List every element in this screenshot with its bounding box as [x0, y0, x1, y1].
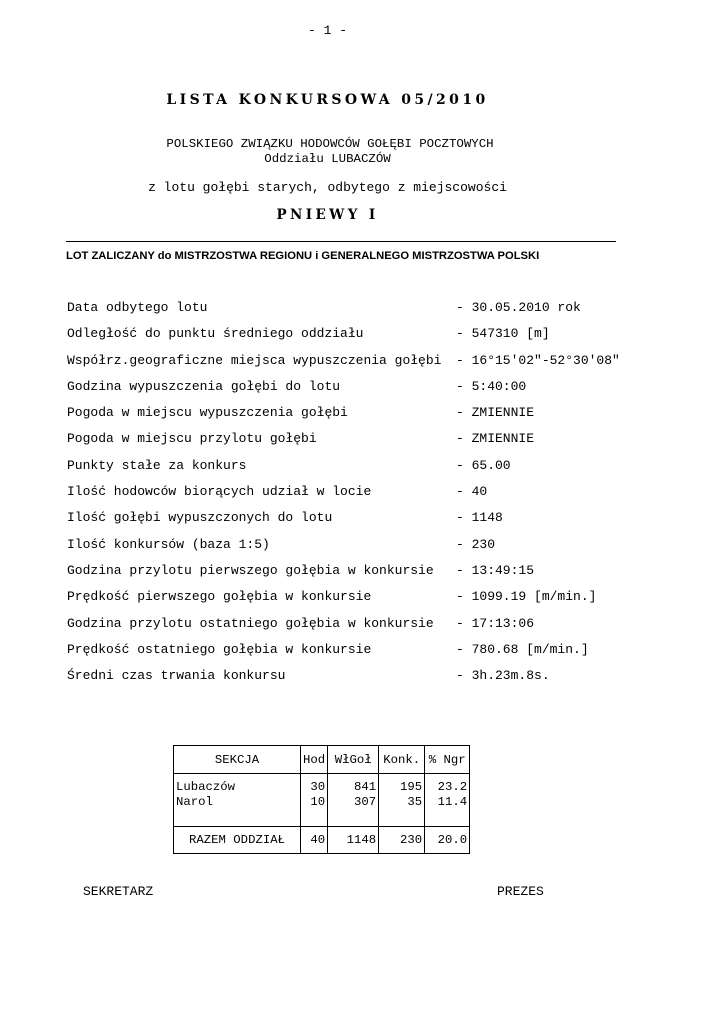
table-cell: 195 [400, 780, 423, 794]
info-row [67, 510, 627, 536]
column-header: Konk. [379, 746, 425, 774]
info-row [67, 642, 627, 668]
table-cell: 11.4 [437, 794, 468, 809]
column-header: % Ngr [425, 746, 470, 774]
info-row [67, 405, 627, 431]
info-value: - 780.68 [m/min.] [456, 641, 589, 657]
info-label: Data odbytego lotu [67, 300, 208, 315]
column-header: SEKCJA [174, 746, 301, 774]
info-label: Godzina wypuszczenia gołębi do lotu [67, 378, 341, 394]
info-row [67, 431, 627, 457]
info-label: Średni czas trwania konkursu [67, 668, 286, 684]
table-cell: 307 [354, 794, 377, 809]
championship-banner: LOT ZALICZANY do MISTRZOSTWA REGIONU i GENERALNEGO MISTRZOSTWA POLSKI [66, 250, 540, 262]
info-value: - 547310 [m] [456, 326, 550, 342]
info-value: - 17:13:06 [456, 615, 535, 631]
flight-info-list [67, 300, 627, 694]
divider [66, 241, 616, 242]
info-value: - 30.05.2010 rok [456, 300, 581, 315]
info-row [67, 326, 627, 352]
info-label: Pogoda w miejscu wypuszczenia gołębi [67, 405, 348, 421]
percent-cell [425, 774, 470, 827]
info-value: - 3h.23m.8s. [456, 668, 550, 684]
column-header: WłGoł [328, 746, 379, 774]
table-row [174, 774, 470, 827]
info-label: Odległość do punktu średniego oddziału [67, 326, 364, 342]
secretary-signature: SEKRETARZ [83, 884, 154, 899]
document-title: LISTA KONKURSOWA 05/2010 [166, 92, 489, 108]
table-header-row [174, 746, 470, 774]
info-row [67, 300, 627, 326]
info-row [67, 668, 627, 694]
info-row [67, 563, 627, 589]
table-cell: Narol [176, 794, 213, 809]
info-label: Godzina przylotu pierwszego gołębia w konkursie [67, 562, 434, 578]
info-value: - ZMIENNIE [456, 405, 535, 421]
release-place: PNIEWY I [276, 207, 379, 223]
table-cell: 40 [301, 827, 328, 854]
info-value: - 5:40:00 [456, 378, 527, 394]
info-label: Prędkość ostatniego gołębia w konkursie [67, 641, 372, 657]
info-row [67, 379, 627, 405]
table-cell: 23.2 [437, 780, 468, 794]
table-cell: 230 [379, 827, 425, 854]
table-cell: Lubaczów [176, 780, 236, 794]
info-row [67, 353, 627, 379]
info-value: - 40 [456, 484, 488, 500]
info-label: Współrz.geograficzne miejsca wypuszczenia gołębi [67, 352, 442, 368]
breeders-cell [301, 774, 328, 827]
info-value: - 65.00 [456, 457, 511, 473]
info-label: Ilość gołębi wypuszczonych do lotu [67, 510, 333, 526]
pigeons-cell [328, 774, 379, 827]
table-total-row [174, 827, 470, 854]
table-cell: 10 [310, 794, 326, 809]
info-row [67, 458, 627, 484]
table-cell: 35 [407, 794, 423, 809]
info-value: - 1148 [456, 510, 503, 526]
column-header: Hod [301, 746, 328, 774]
info-value: - 1099.19 [m/min.] [456, 589, 597, 605]
info-value: - 16°15'02"-52°30'08" [456, 352, 620, 368]
info-label: Punkty stałe za konkurs [67, 457, 247, 473]
table-cell: 841 [354, 780, 377, 794]
info-value: - ZMIENNIE [456, 431, 535, 447]
info-label: Godzina przylotu ostatniego gołębia w konkursie [67, 615, 434, 631]
table-cell: 1148 [328, 827, 379, 854]
info-value: - 230 [456, 536, 496, 552]
info-row [67, 484, 627, 510]
flight-description: z lotu gołębi starych, odbytego z miejscowości [148, 180, 507, 195]
contests-cell [379, 774, 425, 827]
sections-table [173, 745, 470, 854]
info-row [67, 616, 627, 642]
president-signature: PREZES [497, 884, 544, 899]
table-cell: 20.0 [425, 827, 470, 854]
info-row [67, 537, 627, 563]
info-label: Pogoda w miejscu przylotu gołębi [67, 431, 317, 447]
table-cell: RAZEM ODDZIAŁ [174, 827, 301, 854]
info-label: Ilość hodowców biorących udział w locie [67, 484, 372, 500]
info-value: - 13:49:15 [456, 562, 535, 578]
info-label: Ilość konkursów (baza 1:5) [67, 536, 270, 552]
page-number: - 1 - [307, 23, 347, 38]
organization-name: POLSKIEGO ZWIĄZKU HODOWCÓW GOŁĘBI POCZTOWYCH [166, 137, 494, 151]
info-row [67, 589, 627, 615]
section-name-cell [174, 774, 301, 827]
branch-name: Oddziału LUBACZÓW [264, 152, 391, 166]
info-label: Prędkość pierwszego gołębia w konkursie [67, 589, 372, 605]
table-cell: 30 [310, 780, 326, 794]
